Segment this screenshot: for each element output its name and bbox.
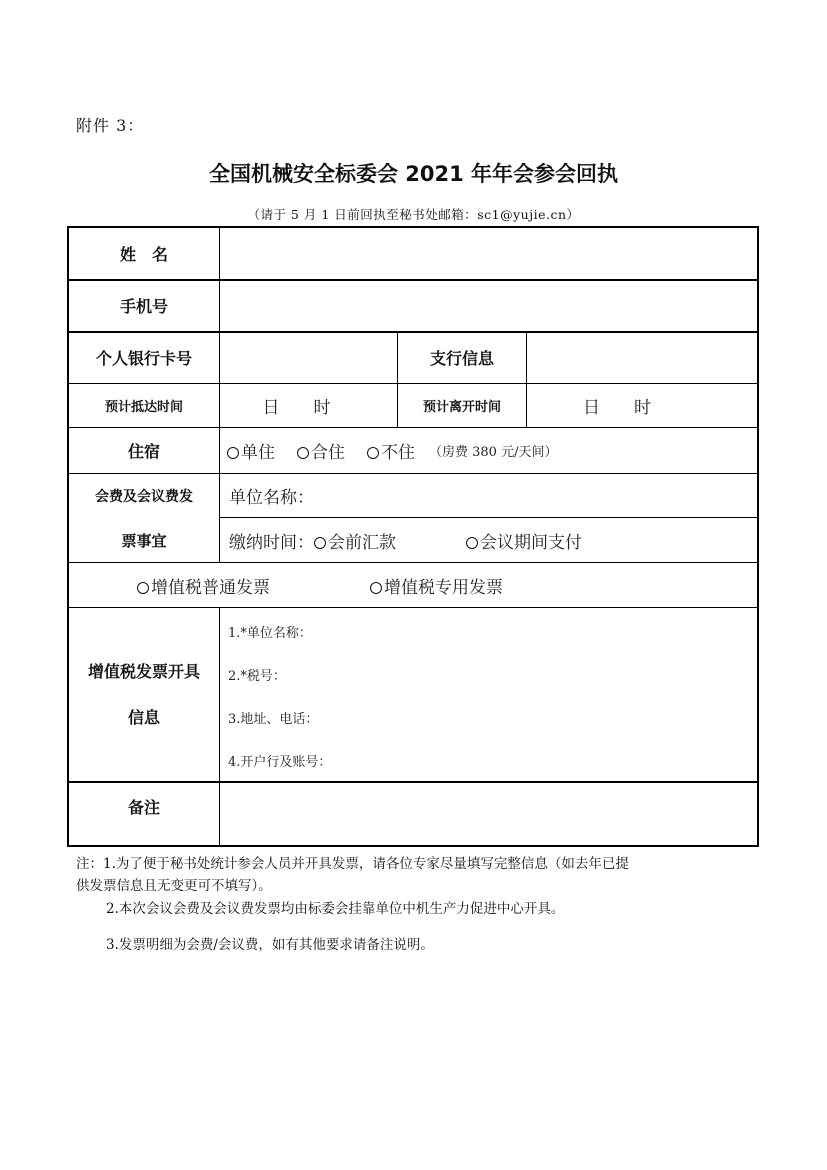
arrival-time-label: 预计抵达时间 [104,400,183,415]
invoice-option-ordinary[interactable]: 增值税普通发票 [137,573,270,598]
radio-circle-icon [466,537,478,549]
vat-info-label-line2: 信息 [127,707,160,727]
branch-label: 支行信息 [429,349,494,368]
note-1-line-2: 供发票信息且无变更可不填写）。 [76,878,272,894]
radio-circle-icon [367,447,379,459]
fee-invoice-label-line1: 会费及会议费发 [95,489,193,505]
lodging-option-shared[interactable]: 合住 [297,438,345,463]
name-field[interactable] [220,230,757,278]
remarks-label: 备注 [127,797,160,817]
name-label: 姓 名 [119,245,168,264]
registration-form-table [67,226,759,847]
vat-bank-account-field[interactable]: 4.开户行及账号： [228,754,332,770]
page-title: 全国机械安全标委会 2021 年年会参会回执 [208,162,619,186]
bank-card-label: 个人银行卡号 [95,349,192,368]
lodging-options [227,428,757,473]
departure-time-field[interactable]: 日 时 [583,398,651,418]
lodging-option-single[interactable]: 单住 [227,438,275,463]
vat-tax-number-field[interactable]: 2.*税号： [228,668,286,684]
vat-company-name-field[interactable]: 1.*单位名称： [228,625,312,641]
lodging-label: 住宿 [127,442,160,461]
radio-circle-icon [227,447,239,459]
page-subtitle: （请于 5 月 1 日前回执至秘书处邮箱：sc1@yujie.cn） [247,207,580,222]
unit-name-field[interactable]: 单位名称： [229,488,314,508]
vat-address-phone-field[interactable]: 3.地址、电话： [228,711,319,727]
fee-invoice-label-line2: 票事宜 [121,531,167,550]
note-2: 2.本次会议会费及会议费发票均由标委会挂靠单位中机生产力促进中心开具。 [106,901,565,917]
radio-circle-icon [297,447,309,459]
note-3: 3.发票明细为会费/会议费，如有其他要求请备注说明。 [106,937,434,953]
radio-circle-icon [314,537,326,549]
phone-field[interactable] [220,282,757,330]
payment-option-during[interactable]: 会议期间支付 [466,528,582,553]
invoice-type-row [137,563,757,607]
vat-info-label-line1: 增值税发票开具 [87,661,200,681]
branch-field[interactable] [527,333,757,382]
invoice-option-special[interactable]: 增值税专用发票 [370,573,503,598]
remarks-field[interactable] [220,784,757,846]
arrival-time-field[interactable]: 日 时 [262,398,331,418]
bank-card-field[interactable] [220,333,396,382]
departure-time-label: 预计离开时间 [422,400,501,415]
radio-circle-icon [370,582,382,594]
note-1-line-1: 注：1.为了便于秘书处统计参会人员并开具发票，请各位专家尽量填写完整信息（如去年已提 [76,856,629,872]
attachment-label: 附件 3： [76,116,145,135]
row-divider [69,607,759,608]
room-rate-note: （房费 380 元/天间） [429,445,558,460]
payment-option-before[interactable]: 会前汇款 [314,528,396,553]
lodging-option-none[interactable]: 不住 [367,438,415,463]
payment-time-row [229,518,757,562]
radio-circle-icon [137,582,149,594]
payment-time-label: 缴纳时间： [229,532,314,553]
phone-label: 手机号 [119,297,168,316]
